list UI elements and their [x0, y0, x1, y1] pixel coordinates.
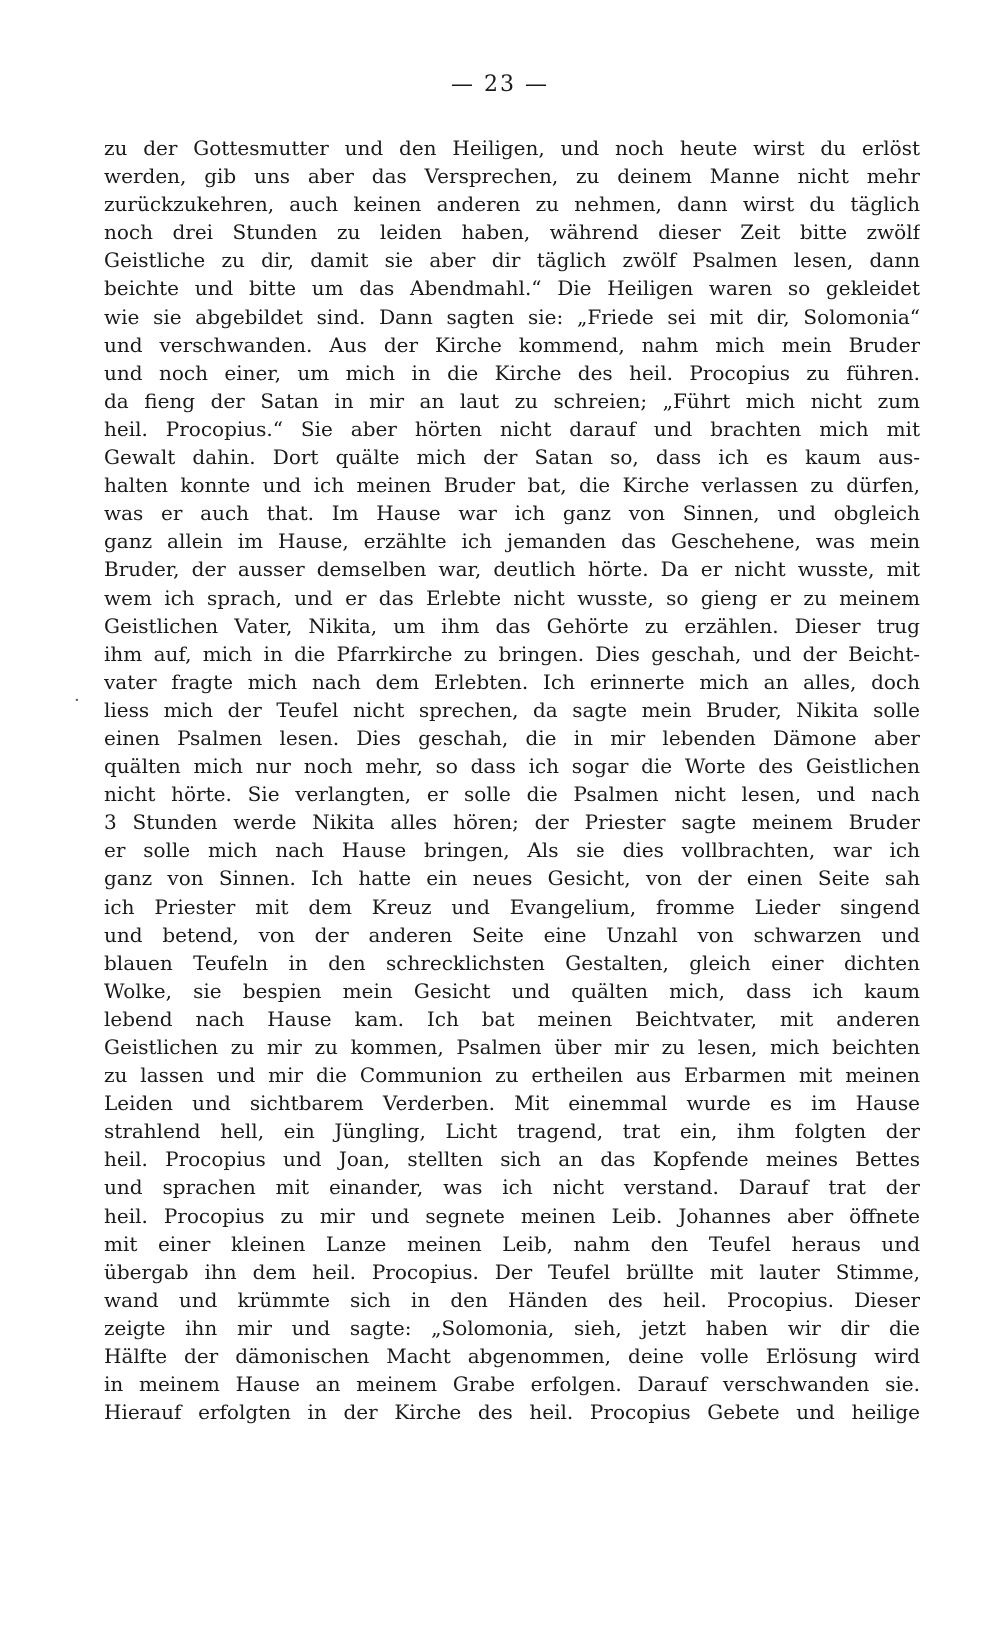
text-line: ich Priester mit dem Kreuz und Evangelium, fromme Lieder singend: [104, 894, 920, 919]
text-line: blauen Teufeln in den schrecklichsten Gestalten, gleich einer dichten: [104, 950, 920, 975]
text-line: Leiden und sichtbarem Verderben. Mit einemmal wurde es im Hause: [104, 1091, 920, 1116]
text-line: vater fragte mich nach dem Erlebten. Ich erinnerte mich an alles, doch: [104, 669, 920, 694]
text-line: Geistliche zu dir, damit sie aber dir täglich zwölf Psalmen lesen, dann: [104, 248, 920, 273]
text-line: zu der Gottesmutter und den Heiligen, und noch heute wirst du erlöst: [104, 136, 920, 160]
text-line: lebend nach Hause kam. Ich bat meinen Beichtvater, mit anderen: [104, 1006, 920, 1031]
text-line: heil. Procopius.“ Sie aber hörten nicht darauf und brachten mich mit: [104, 416, 920, 441]
text-line: Hierauf erfolgten in der Kirche des heil. Procopius Gebete und heilige: [104, 1400, 920, 1425]
text-line: er solle mich nach Hause bringen, Als sie dies vollbrachten, war ich: [104, 838, 920, 863]
text-line: ganz allein im Hause, erzählte ich jemanden das Geschehene, was mein: [104, 529, 920, 554]
text-line: liess mich der Teufel nicht sprechen, da sagte mein Bruder, Nikita solle: [104, 697, 920, 722]
text-line: einen Psalmen lesen. Dies geschah, die in mir lebenden Dämone aber: [104, 725, 920, 750]
text-line: 3 Stunden werde Nikita alles hören; der Priester sagte meinem Bruder: [104, 810, 920, 835]
text-line: wand und krümmte sich in den Händen des heil. Procopius. Dieser: [104, 1287, 920, 1312]
text-line: ganz von Sinnen. Ich hatte ein neues Gesicht, von der einen Seite sah: [104, 866, 920, 891]
text-line: Geistlichen Vater, Nikita, um ihm das Gehörte zu erzählen. Dieser trug: [104, 613, 920, 638]
text-line: Bruder, der ausser demselben war, deutlich hörte. Da er nicht wusste, mit: [104, 557, 920, 582]
text-line: noch drei Stunden zu leiden haben, während dieser Zeit bitte zwölf: [104, 220, 920, 245]
text-line: heil. Procopius und Joan, stellten sich an das Kopfende meines Bettes: [104, 1147, 920, 1172]
body-text: [104, 134, 920, 1426]
text-line: zurückzukehren, auch keinen anderen zu nehmen, dann wirst du täglich: [104, 192, 920, 217]
text-line: mit einer kleinen Lanze meinen Leib, nahm den Teufel heraus und: [104, 1231, 920, 1256]
text-line: zu lassen und mir die Communion zu ertheilen aus Erbarmen mit meinen: [104, 1063, 920, 1088]
text-line: in meinem Hause an meinem Grabe erfolgen. Darauf verschwanden sie.: [104, 1372, 920, 1397]
text-line: und betend, von der anderen Seite eine Unzahl von schwarzen und: [104, 922, 920, 947]
text-line: Geistlichen zu mir zu kommen, Psalmen über mir zu lesen, mich beichten: [104, 1035, 920, 1059]
text-line: zeigte ihn mir und sagte: „Solomonia, sieh, jetzt haben wir dir die: [104, 1315, 920, 1340]
text-line: beichte und bitte um das Abendmahl.“ Die Heiligen waren so gekleidet: [104, 276, 920, 301]
text-line: halten konnte und ich meinen Bruder bat, die Kirche verlassen zu dürfen,: [104, 473, 920, 498]
page-number: — 23 —: [451, 72, 549, 97]
text-line: und noch einer, um mich in die Kirche des heil. Procopius zu führen.: [104, 360, 920, 385]
text-line: und verschwanden. Aus der Kirche kommend, nahm mich mein Bruder: [104, 332, 920, 357]
text-line: da fieng der Satan in mir an laut zu schreien; „Führt mich nicht zum: [104, 388, 920, 413]
text-line: quälten mich nur noch mehr, so dass ich sogar die Worte des Geistlichen: [104, 754, 920, 779]
text-line: ihm auf, mich in die Pfarrkirche zu bringen. Dies geschah, und der Beicht-: [104, 641, 920, 666]
text-line: Hälfte der dämonischen Macht abgenommen, deine volle Erlösung wird: [104, 1344, 920, 1369]
text-line: Wolke, sie bespien mein Gesicht und quälten mich, dass ich kaum: [104, 978, 920, 1003]
text-line: wem ich sprach, und er das Erlebte nicht wusste, so gieng er zu meinem: [104, 585, 920, 610]
text-line: Gewalt dahin. Dort quälte mich der Satan so, dass ich es kaum aus-: [104, 445, 920, 470]
text-line: werden, gib uns aber das Versprechen, zu deinem Manne nicht mehr: [104, 164, 920, 189]
text-line: wie sie abgebildet sind. Dann sagten sie: „Friede sei mit dir, Solomonia“: [104, 304, 920, 329]
text-line: was er auch that. Im Hause war ich ganz von Sinnen, und obgleich: [104, 501, 920, 526]
text-line: und sprachen mit einander, was ich nicht verstand. Darauf trat der: [104, 1175, 920, 1200]
text-line: heil. Procopius zu mir und segnete meinen Leib. Johannes aber öffnete: [104, 1203, 920, 1228]
text-line: nicht hörte. Sie verlangten, er solle die Psalmen nicht lesen, und nach: [104, 782, 920, 807]
text-line: strahlend hell, ein Jüngling, Licht tragend, trat ein, ihm folgten der: [104, 1119, 920, 1144]
margin-mark: ·: [74, 690, 80, 711]
text-line: übergab ihn dem heil. Procopius. Der Teufel brüllte mit lauter Stimme,: [104, 1259, 920, 1284]
